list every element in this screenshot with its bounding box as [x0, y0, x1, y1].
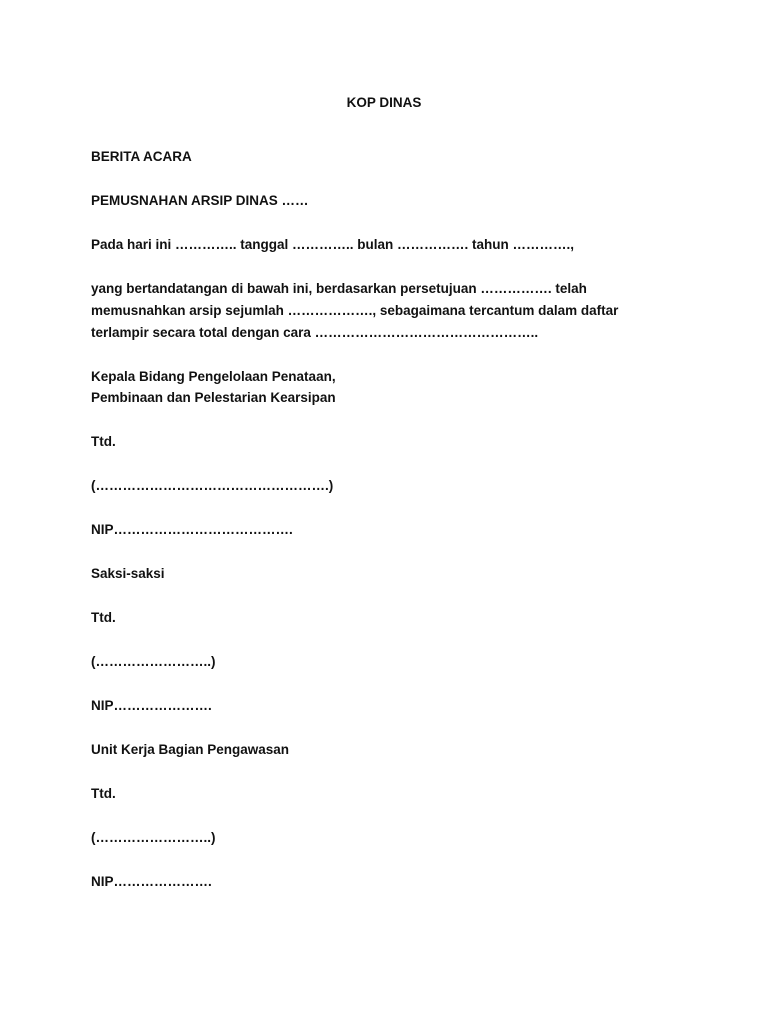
signer1-nip: NIP…………………………………. — [91, 522, 293, 537]
signer2-name-placeholder: (……………………..) — [91, 654, 216, 669]
signer2-ttd: Ttd. — [91, 610, 116, 625]
signer1-role-line-2: Pembinaan dan Pelestarian Kearsipan — [91, 390, 336, 405]
signer1-name-placeholder: (…………………………………………….) — [91, 478, 334, 493]
body-line-3: terlampir secara total dengan cara ………………………………………….. — [91, 325, 539, 340]
signer1-ttd: Ttd. — [91, 434, 116, 449]
signer3-nip: NIP…………………. — [91, 874, 212, 889]
document-title: BERITA ACARA — [91, 149, 192, 164]
signer3-role: Unit Kerja Bagian Pengawasan — [91, 742, 290, 757]
body-line-2: memusnahkan arsip sejumlah ………………., sebagaimana tercantum dalam daftar — [91, 303, 619, 318]
signer3-ttd: Ttd. — [91, 786, 116, 801]
signer2-nip: NIP…………………. — [91, 698, 212, 713]
document-subtitle: PEMUSNAHAN ARSIP DINAS …… — [91, 193, 309, 208]
signer3-name-placeholder: (……………………..) — [91, 830, 216, 845]
body-line-1: yang bertandatangan di bawah ini, berdasarkan persetujuan ……………. telah — [91, 281, 587, 296]
signer2-role: Saksi-saksi — [91, 566, 165, 581]
signer1-role-line-1: Kepala Bidang Pengelolaan Penataan, — [91, 369, 336, 384]
date-line: Pada hari ini ………….. tanggal ………….. bulan ……………. tahun …………., — [91, 237, 575, 252]
kop-dinas-heading: KOP DINAS — [346, 95, 422, 110]
